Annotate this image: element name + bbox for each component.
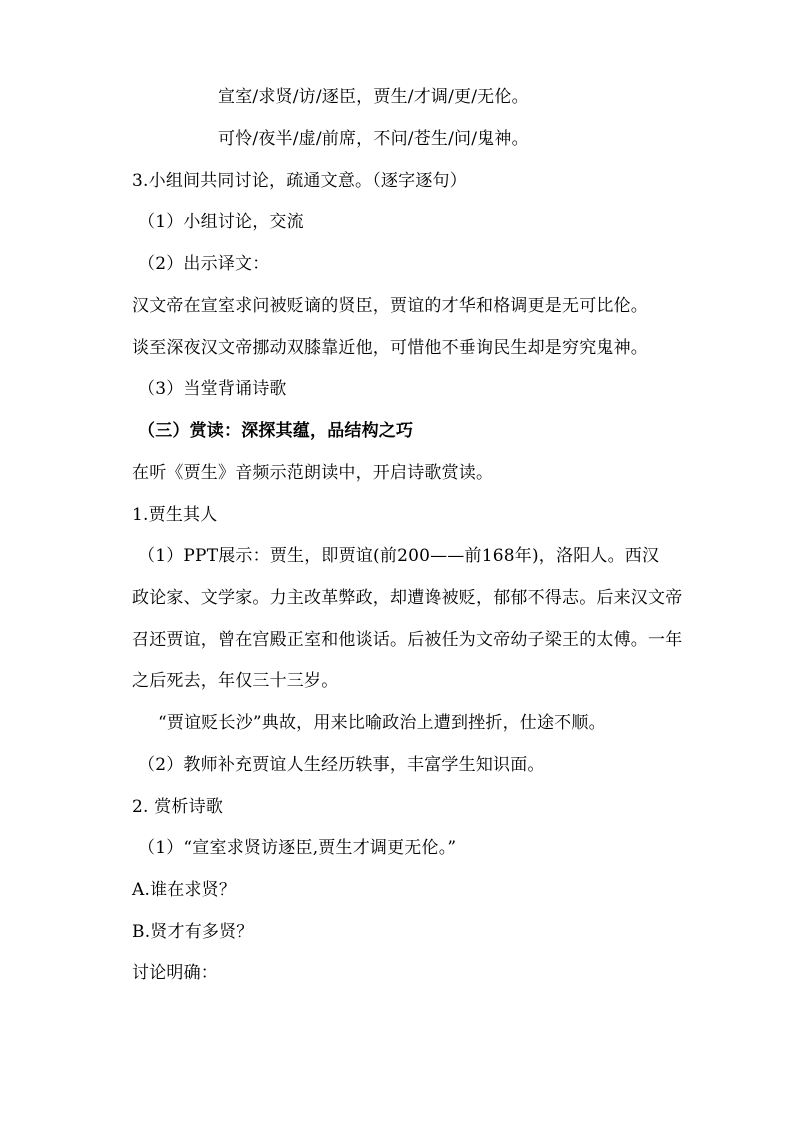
sub-item-1: （1）小组讨论，交流 — [138, 212, 304, 232]
translation-line-2: 谈至深夜汉文帝挪动双膝靠近他，可惜他不垂询民生却是穷究鬼神。 — [132, 338, 648, 358]
question-b: B.贤才有多贤？ — [132, 922, 254, 942]
ppt-line-1: （1）PPT展示：贾生，即贾谊(前200——前168年)，洛阳人。西汉 — [138, 546, 660, 566]
item-2-heading: 2. 赏析诗歌 — [132, 797, 224, 817]
item-1-heading: 1.贾生其人 — [132, 505, 218, 525]
translation-line-1: 汉文帝在宣室求问被贬谪的贤臣，贾谊的才华和格调更是无可比伦。 — [132, 296, 648, 316]
poem-line-2: 可怜/夜半/虚/前席，不问/苍生/问/鬼神。 — [218, 129, 529, 149]
ppt-line-2: 政论家、文学家。力主改革弊政，却遭谗被贬，郁郁不得志。后来汉文帝 — [132, 588, 683, 608]
discussion-label: 讨论明确： — [132, 963, 218, 983]
analysis-quote: （1）“宣室求贤访逐臣,贾生才调更无伦。” — [138, 838, 457, 858]
ppt-line-3: 召还贾谊，曾在宫殿正室和他谈话。后被任为文帝幼子梁王的太傅。一年 — [132, 630, 683, 650]
allusion-line: “贾谊贬长沙”典故，用来比喻政治上遭到挫折，仕途不顺。 — [158, 713, 606, 733]
sub-item-teacher: （2）教师补充贾谊人生经历轶事，丰富学生知识面。 — [138, 755, 545, 775]
paragraph-intro: 在听《贾生》音频示范朗读中，开启诗歌赏读。 — [132, 463, 494, 483]
sub-item-3: （3）当堂背诵诗歌 — [138, 379, 287, 399]
question-a: A.谁在求贤？ — [132, 880, 237, 900]
poem-line-1: 宣室/求贤/访/逐臣，贾生/才调/更/无伦。 — [218, 87, 529, 107]
sub-item-2: （2）出示译文： — [138, 254, 270, 274]
ppt-line-4: 之后死去，年仅三十三岁。 — [132, 671, 339, 691]
step-3-heading: 3.小组间共同讨论，疏通文意。（逐字逐句） — [132, 171, 467, 191]
section-3-heading: （三）赏读：深探其蕴，品结构之巧 — [138, 421, 414, 441]
